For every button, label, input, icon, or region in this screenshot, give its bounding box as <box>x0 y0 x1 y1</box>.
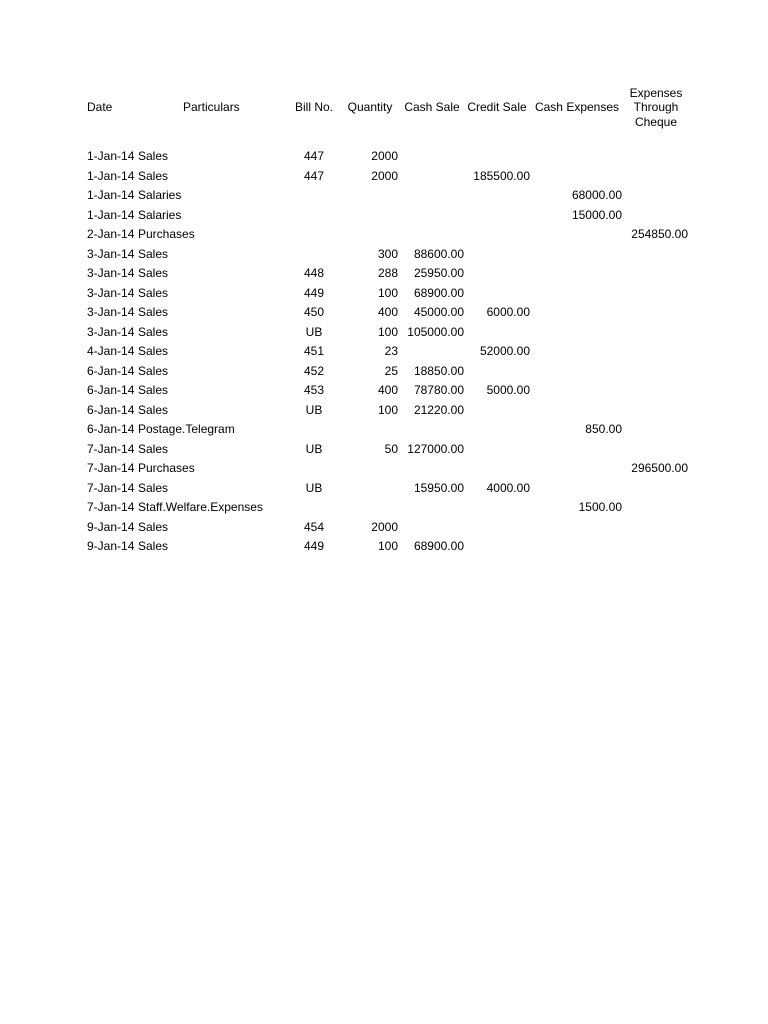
cell-date: 9-Jan-14 <box>87 519 135 534</box>
cell-date: 6-Jan-14 <box>87 402 135 417</box>
cell-bill-no: 447 <box>303 149 325 163</box>
cell-particulars: Sales <box>138 266 169 280</box>
cell-bill-no: 453 <box>303 383 325 397</box>
cell-date: 7-Jan-14 <box>87 461 135 475</box>
cell-date: 9-Jan-14 <box>87 539 135 553</box>
cell-credit-sale: 5000.00 <box>486 383 530 397</box>
header-particulars: Particulars <box>183 100 240 114</box>
cell-particulars: Sales <box>138 344 169 358</box>
table-row <box>0 498 768 518</box>
table-row <box>0 440 768 460</box>
cell-quantity: 100 <box>377 539 398 553</box>
cell-cash-expenses: 68000.00 <box>571 188 622 202</box>
cell-particulars: Sales <box>138 168 169 183</box>
table-row <box>0 401 768 421</box>
table-row <box>0 264 768 284</box>
cell-quantity: 300 <box>377 246 398 261</box>
cell-particulars: Sales <box>138 539 169 553</box>
header-credit-sale: Credit Sale <box>467 100 527 114</box>
cell-cash-sale: 127000.00 <box>407 441 464 456</box>
table-row <box>0 147 768 167</box>
cell-quantity: 400 <box>377 305 398 319</box>
cell-particulars: Sales <box>138 324 169 339</box>
table-row <box>0 225 768 245</box>
cell-particulars: Purchases <box>138 461 195 475</box>
cell-quantity: 50 <box>384 441 398 456</box>
cell-date: 3-Jan-14 <box>87 266 135 280</box>
cell-particulars: Sales <box>138 383 169 397</box>
cell-date: 1-Jan-14 <box>87 188 135 202</box>
table-row <box>0 537 768 557</box>
table-row <box>0 245 768 265</box>
cell-bill-no: UB <box>305 324 323 339</box>
header-bill-no: Bill No. <box>294 100 333 114</box>
cell-cheque-expenses: 296500.00 <box>631 461 688 475</box>
table-row <box>0 459 768 479</box>
cell-particulars: Sales <box>138 441 169 456</box>
cell-particulars: Postage.Telegram <box>138 422 235 436</box>
cell-cash-sale: 68900.00 <box>413 285 464 300</box>
cell-cash-expenses: 1500.00 <box>578 500 622 514</box>
cell-date: 3-Jan-14 <box>87 305 135 319</box>
header-quantity: Quantity <box>347 100 393 114</box>
cell-quantity: 288 <box>377 266 398 280</box>
header-cheque-line3: Cheque <box>634 115 678 129</box>
cell-particulars: Sales <box>138 305 169 319</box>
cell-bill-no: UB <box>305 402 323 417</box>
table-row <box>0 303 768 323</box>
cell-cash-sale: 88600.00 <box>413 246 464 261</box>
cell-cash-sale: 25950.00 <box>413 266 464 280</box>
cell-bill-no: 454 <box>303 519 325 534</box>
cell-particulars: Sales <box>138 285 169 300</box>
cell-particulars: Sales <box>138 519 169 534</box>
cell-cash-sale: 78780.00 <box>413 383 464 397</box>
cell-quantity: 100 <box>377 402 398 417</box>
header-cash-sale: Cash Sale <box>404 100 460 114</box>
cell-quantity: 100 <box>377 324 398 339</box>
table-row <box>0 362 768 382</box>
cell-bill-no: UB <box>305 441 323 456</box>
cell-quantity: 23 <box>384 344 398 358</box>
table-row <box>0 518 768 538</box>
table-row <box>0 284 768 304</box>
cell-cash-sale: 18850.00 <box>413 363 464 378</box>
table-row <box>0 381 768 401</box>
cell-credit-sale: 185500.00 <box>473 168 530 183</box>
cell-date: 6-Jan-14 <box>87 363 135 378</box>
cell-credit-sale: 6000.00 <box>486 305 530 319</box>
cell-quantity: 100 <box>377 285 398 300</box>
cell-cash-sale: 68900.00 <box>413 539 464 553</box>
table-row <box>0 420 768 440</box>
table-row <box>0 186 768 206</box>
table-row <box>0 167 768 187</box>
cell-particulars: Staff.Welfare.Expenses <box>138 500 263 514</box>
cell-particulars: Sales <box>138 363 169 378</box>
cell-date: 7-Jan-14 <box>87 441 135 456</box>
cell-date: 1-Jan-14 <box>87 207 135 222</box>
cell-particulars: Sales <box>138 246 169 261</box>
cell-quantity: 2000 <box>371 149 398 163</box>
cell-cash-sale: 105000.00 <box>407 324 464 339</box>
cell-particulars: Salaries <box>138 207 182 222</box>
cell-date: 2-Jan-14 <box>87 227 135 241</box>
table-row <box>0 206 768 226</box>
cell-date: 1-Jan-14 <box>87 149 135 163</box>
cell-credit-sale: 52000.00 <box>479 344 530 358</box>
cell-bill-no: 450 <box>303 305 325 319</box>
cell-particulars: Sales <box>138 480 169 495</box>
cell-date: 6-Jan-14 <box>87 383 135 397</box>
cell-particulars: Salaries <box>138 188 182 202</box>
cell-date: 3-Jan-14 <box>87 324 135 339</box>
cell-date: 3-Jan-14 <box>87 246 135 261</box>
cell-cash-expenses: 850.00 <box>585 422 622 436</box>
cell-date: 7-Jan-14 <box>87 480 135 495</box>
cell-bill-no: 451 <box>303 344 325 358</box>
header-date: Date <box>87 100 113 114</box>
cell-bill-no: 449 <box>303 285 325 300</box>
cell-bill-no: 452 <box>303 363 325 378</box>
cell-cash-sale: 21220.00 <box>413 402 464 417</box>
header-cheque-line1: Expenses <box>629 86 683 100</box>
cell-credit-sale: 4000.00 <box>486 480 530 495</box>
cell-bill-no: 447 <box>303 168 325 183</box>
cell-date: 3-Jan-14 <box>87 285 135 300</box>
header-cheque-line2: Through <box>633 100 679 114</box>
table-row <box>0 323 768 343</box>
cell-cheque-expenses: 254850.00 <box>631 227 688 241</box>
cell-bill-no: 449 <box>303 539 325 553</box>
cell-cash-sale: 15950.00 <box>413 480 464 495</box>
cell-particulars: Sales <box>138 402 169 417</box>
cell-bill-no: UB <box>305 480 323 495</box>
cell-particulars: Purchases <box>138 227 195 241</box>
cell-date: 7-Jan-14 <box>87 500 135 514</box>
cell-quantity: 2000 <box>371 168 398 183</box>
cell-particulars: Sales <box>138 149 169 163</box>
table-row <box>0 342 768 362</box>
cell-date: 1-Jan-14 <box>87 168 135 183</box>
table-row <box>0 479 768 499</box>
cell-cash-sale: 45000.00 <box>413 305 464 319</box>
header-cash-expenses: Cash Expenses <box>534 100 620 114</box>
cell-bill-no: 448 <box>303 266 325 280</box>
cell-cash-expenses: 15000.00 <box>571 207 622 222</box>
cell-date: 4-Jan-14 <box>87 344 135 358</box>
cell-quantity: 2000 <box>371 519 398 534</box>
cell-quantity: 400 <box>377 383 398 397</box>
cell-quantity: 25 <box>384 363 398 378</box>
cell-date: 6-Jan-14 <box>87 422 135 436</box>
